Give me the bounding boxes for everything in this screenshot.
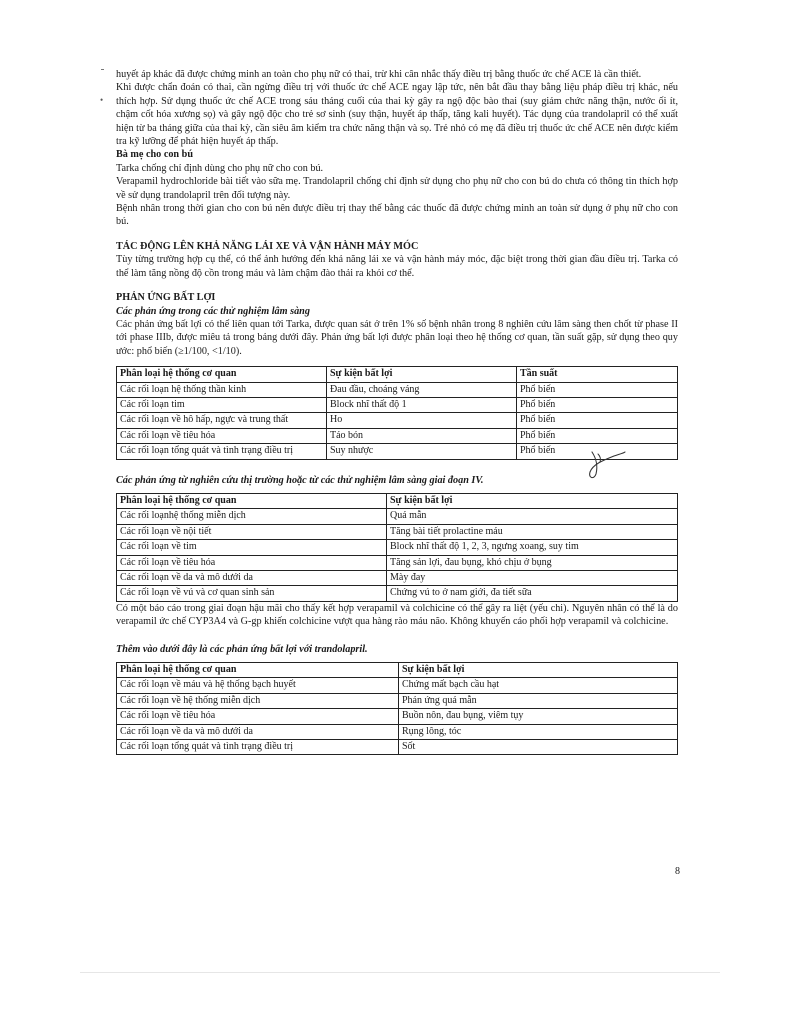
table-cell: Các rối loạn về tiêu hóa: [117, 428, 327, 443]
table-cell: Đau đầu, choáng váng: [327, 382, 517, 397]
breastfeeding-paragraph-1: Tarka chống chỉ định dùng cho phụ nữ cho con bú.: [116, 162, 324, 174]
table-row: [117, 678, 678, 693]
table-cell: Tăng bài tiết prolactine máu: [387, 524, 678, 539]
table-header-cell: Sự kiện bất lợi: [399, 663, 678, 678]
table-cell: Các rối loạn về vú và cơ quan sinh sản: [117, 586, 387, 601]
adverse-paragraph: Các phản ứng bất lợi có thể liên quan tới Tarka, được quan sát ở trên 1% số bệnh nhân trong 8 nghiên cứu lâm sàng then chốt từ phase II tới phase IIIb, được miêu tả trong bảng dưới đây. Phản ứng bất lợi được phân loại theo hệ thống cơ quan, tần suất gặp, sử dụng theo quy ước: phổ biến (≥1/100, <1/10).: [116, 318, 678, 357]
table-row: [117, 555, 678, 570]
handwritten-signature: [584, 448, 626, 482]
table-header-cell: Phân loại hệ thống cơ quan: [117, 663, 399, 678]
table-cell: Phổ biến: [517, 444, 678, 459]
table-cell: Phổ biến: [517, 428, 678, 443]
adverse-heading: PHẢN ỨNG BẤT LỢI: [116, 292, 216, 304]
adverse-table-clinical: [116, 366, 678, 459]
table-row: [117, 693, 678, 708]
table-cell: Các rối loạn về da và mô dưới da: [117, 724, 399, 739]
table-cell: Phổ biến: [517, 382, 678, 397]
scan-edge-line: [80, 972, 720, 973]
breastfeeding-paragraph-3: Bệnh nhân trong thời gian cho con bú nên được điều trị thay thế bằng các thuốc đã được chứng minh an toàn sử dụng ở phụ nữ cho con bú.: [116, 203, 678, 228]
table-row: [117, 509, 678, 524]
table-cell: Các rối loạn tổng quát và tình trạng điều trị: [117, 444, 327, 459]
table-row: [117, 709, 678, 724]
table-cell: Quá mẫn: [387, 509, 678, 524]
table-cell: Các rối loạn về hệ thống miễn dịch: [117, 693, 399, 708]
table-header-cell: Sự kiện bất lợi: [327, 367, 517, 382]
table-cell: Rụng lông, tóc: [399, 724, 678, 739]
table-cell: Các rối loạn về nội tiết: [117, 524, 387, 539]
table-header-row: [117, 367, 678, 382]
breastfeeding-paragraph-2: Verapamil hydrochloride bài tiết vào sữa mẹ. Trandolapril chống chỉ định sử dụng cho phụ nữ cho con bú do chưa có thông tin thích hợp về sử dụng trandolapril trên đối tượng này.: [116, 176, 678, 201]
table-cell: Block nhĩ thất độ 1: [327, 397, 517, 412]
page-number: 8: [675, 866, 680, 877]
table-cell: Tăng sản lợi, đau bụng, khó chịu ở bụng: [387, 555, 678, 570]
scan-dot: •: [100, 95, 104, 105]
table-header-cell: Sự kiện bất lợi: [387, 493, 678, 508]
table-cell: Ho: [327, 413, 517, 428]
table-cell: Các rối loạn tổng quát và tình trạng điều trị: [117, 740, 399, 755]
table-row: [117, 571, 678, 586]
driving-heading: TÁC ĐỘNG LÊN KHẢ NĂNG LÁI XE VÀ VẬN HÀNH MÁY MÓC: [116, 240, 419, 252]
scan-mark: [101, 69, 104, 70]
intro-paragraph-1: huyết áp khác đã được chứng minh an toàn cho phụ nữ có thai, trừ khi cân nhắc thấy điều trị bằng thuốc ức chế ACE là cần thiết.: [116, 69, 642, 80]
table-cell: Chứng mất bạch cầu hạt: [399, 678, 678, 693]
table-row: [117, 724, 678, 739]
document-page: [116, 68, 678, 755]
table-row: [117, 740, 678, 755]
table-cell: Block nhĩ thất độ 1, 2, 3, ngưng xoang, suy tim: [387, 540, 678, 555]
table-header-row: [117, 663, 678, 678]
adverse-subheading: Các phản ứng trong các thử nghiệm lâm sàng: [116, 305, 310, 317]
post-marketing-paragraph: Có một báo cáo trong giai đoạn hậu mãi cho thấy kết hợp verapamil và colchicine có thể gây ra liệt (yếu chi). Nguyên nhân có thể là do verapamil ức chế CYP3A4 và G-gp khiến colchicine vượt qua hàng rào máu não. Không khuyến cáo phối hợp verapamil và colchicine.: [116, 602, 678, 628]
table-cell: Các rối loạn về hô hấp, ngực và trung thất: [117, 413, 327, 428]
table-cell: Phổ biến: [517, 413, 678, 428]
table-cell: Các rối loạn hệ thống thần kinh: [117, 382, 327, 397]
table-cell: Phản ứng quá mẫn: [399, 693, 678, 708]
table-header-cell: Phân loại hệ thống cơ quan: [117, 367, 327, 382]
table-cell: Các rối loạnhệ thống miễn dịch: [117, 509, 387, 524]
table-cell: Các rối loạn về tiêu hóa: [117, 555, 387, 570]
table-header-cell: Tần suất: [517, 367, 678, 382]
table-header-cell: Phân loại hệ thống cơ quan: [117, 493, 387, 508]
table-cell: Các rối loạn về tim: [117, 540, 387, 555]
table-cell: Các rối loạn tim: [117, 397, 327, 412]
adverse-table-trandolapril: [116, 662, 678, 755]
table-cell: Sốt: [399, 740, 678, 755]
table-cell: Chứng vú to ở nam giới, đa tiết sữa: [387, 586, 678, 601]
table-row: [117, 540, 678, 555]
table-cell: Các rối loạn về tiêu hóa: [117, 709, 399, 724]
table-cell: Buồn nôn, đau bụng, viêm tụy: [399, 709, 678, 724]
driving-paragraph: Tùy từng trường hợp cụ thể, có thể ảnh hưởng đến khả năng lái xe và vận hành máy móc, đặc biệt trong thời gian đầu điều trị. Tarka có thể làm tăng nồng độ cồn trong máu và làm chậm đào thải ra khỏi cơ thể.: [116, 254, 678, 279]
intro-paragraph-2: Khi được chẩn đoán có thai, cần ngừng điều trị với thuốc ức chế ACE ngay lập tức, nên bắt đầu thay bằng liệu pháp điều trị khác, nếu thích hợp. Sử dụng thuốc ức chế ACE trong sáu tháng cuối của thai kỳ gây ra ngộ độc bào thai (suy giảm chức năng thận, nước ối ít, chậm cốt hóa xương sọ) và gây ngộ độc cho trẻ sơ sinh (suy thận, huyết áp thấp, tăng kali huyết). Tác dụng của trandolapril có thể xuất hiện từ ba tháng giữa của thai kỳ, cần siêu âm kiểm tra chức năng thận và sọ. Trẻ nhỏ có mẹ đã điều trị thuốc ức chế ACE nên được kiểm tra kỹ lưỡng để phát hiện huyết áp thấp.: [116, 82, 678, 148]
table-cell: Táo bón: [327, 428, 517, 443]
table-row: [117, 586, 678, 601]
table-cell: Mày đay: [387, 571, 678, 586]
table-row: [117, 413, 678, 428]
table-row: [117, 382, 678, 397]
post-marketing-caption: Các phản ứng từ nghiên cứu thị trường hoặc từ các thử nghiệm lâm sàng giai đoạn IV.: [116, 474, 484, 486]
breastfeeding-heading: Bà mẹ cho con bú: [116, 149, 193, 161]
adverse-table-post-marketing: [116, 493, 678, 602]
table-cell: Các rối loạn về máu và hệ thống bạch huyết: [117, 678, 399, 693]
table-row: [117, 524, 678, 539]
trandolapril-caption: Thêm vào dưới đây là các phản ứng bất lợi với trandolapril.: [116, 643, 368, 655]
table-row: [117, 397, 678, 412]
table-header-row: [117, 493, 678, 508]
table-cell: Phổ biến: [517, 397, 678, 412]
table-cell: Suy nhược: [327, 444, 517, 459]
table-row: [117, 428, 678, 443]
table-cell: Các rối loạn về da và mô dưới da: [117, 571, 387, 586]
